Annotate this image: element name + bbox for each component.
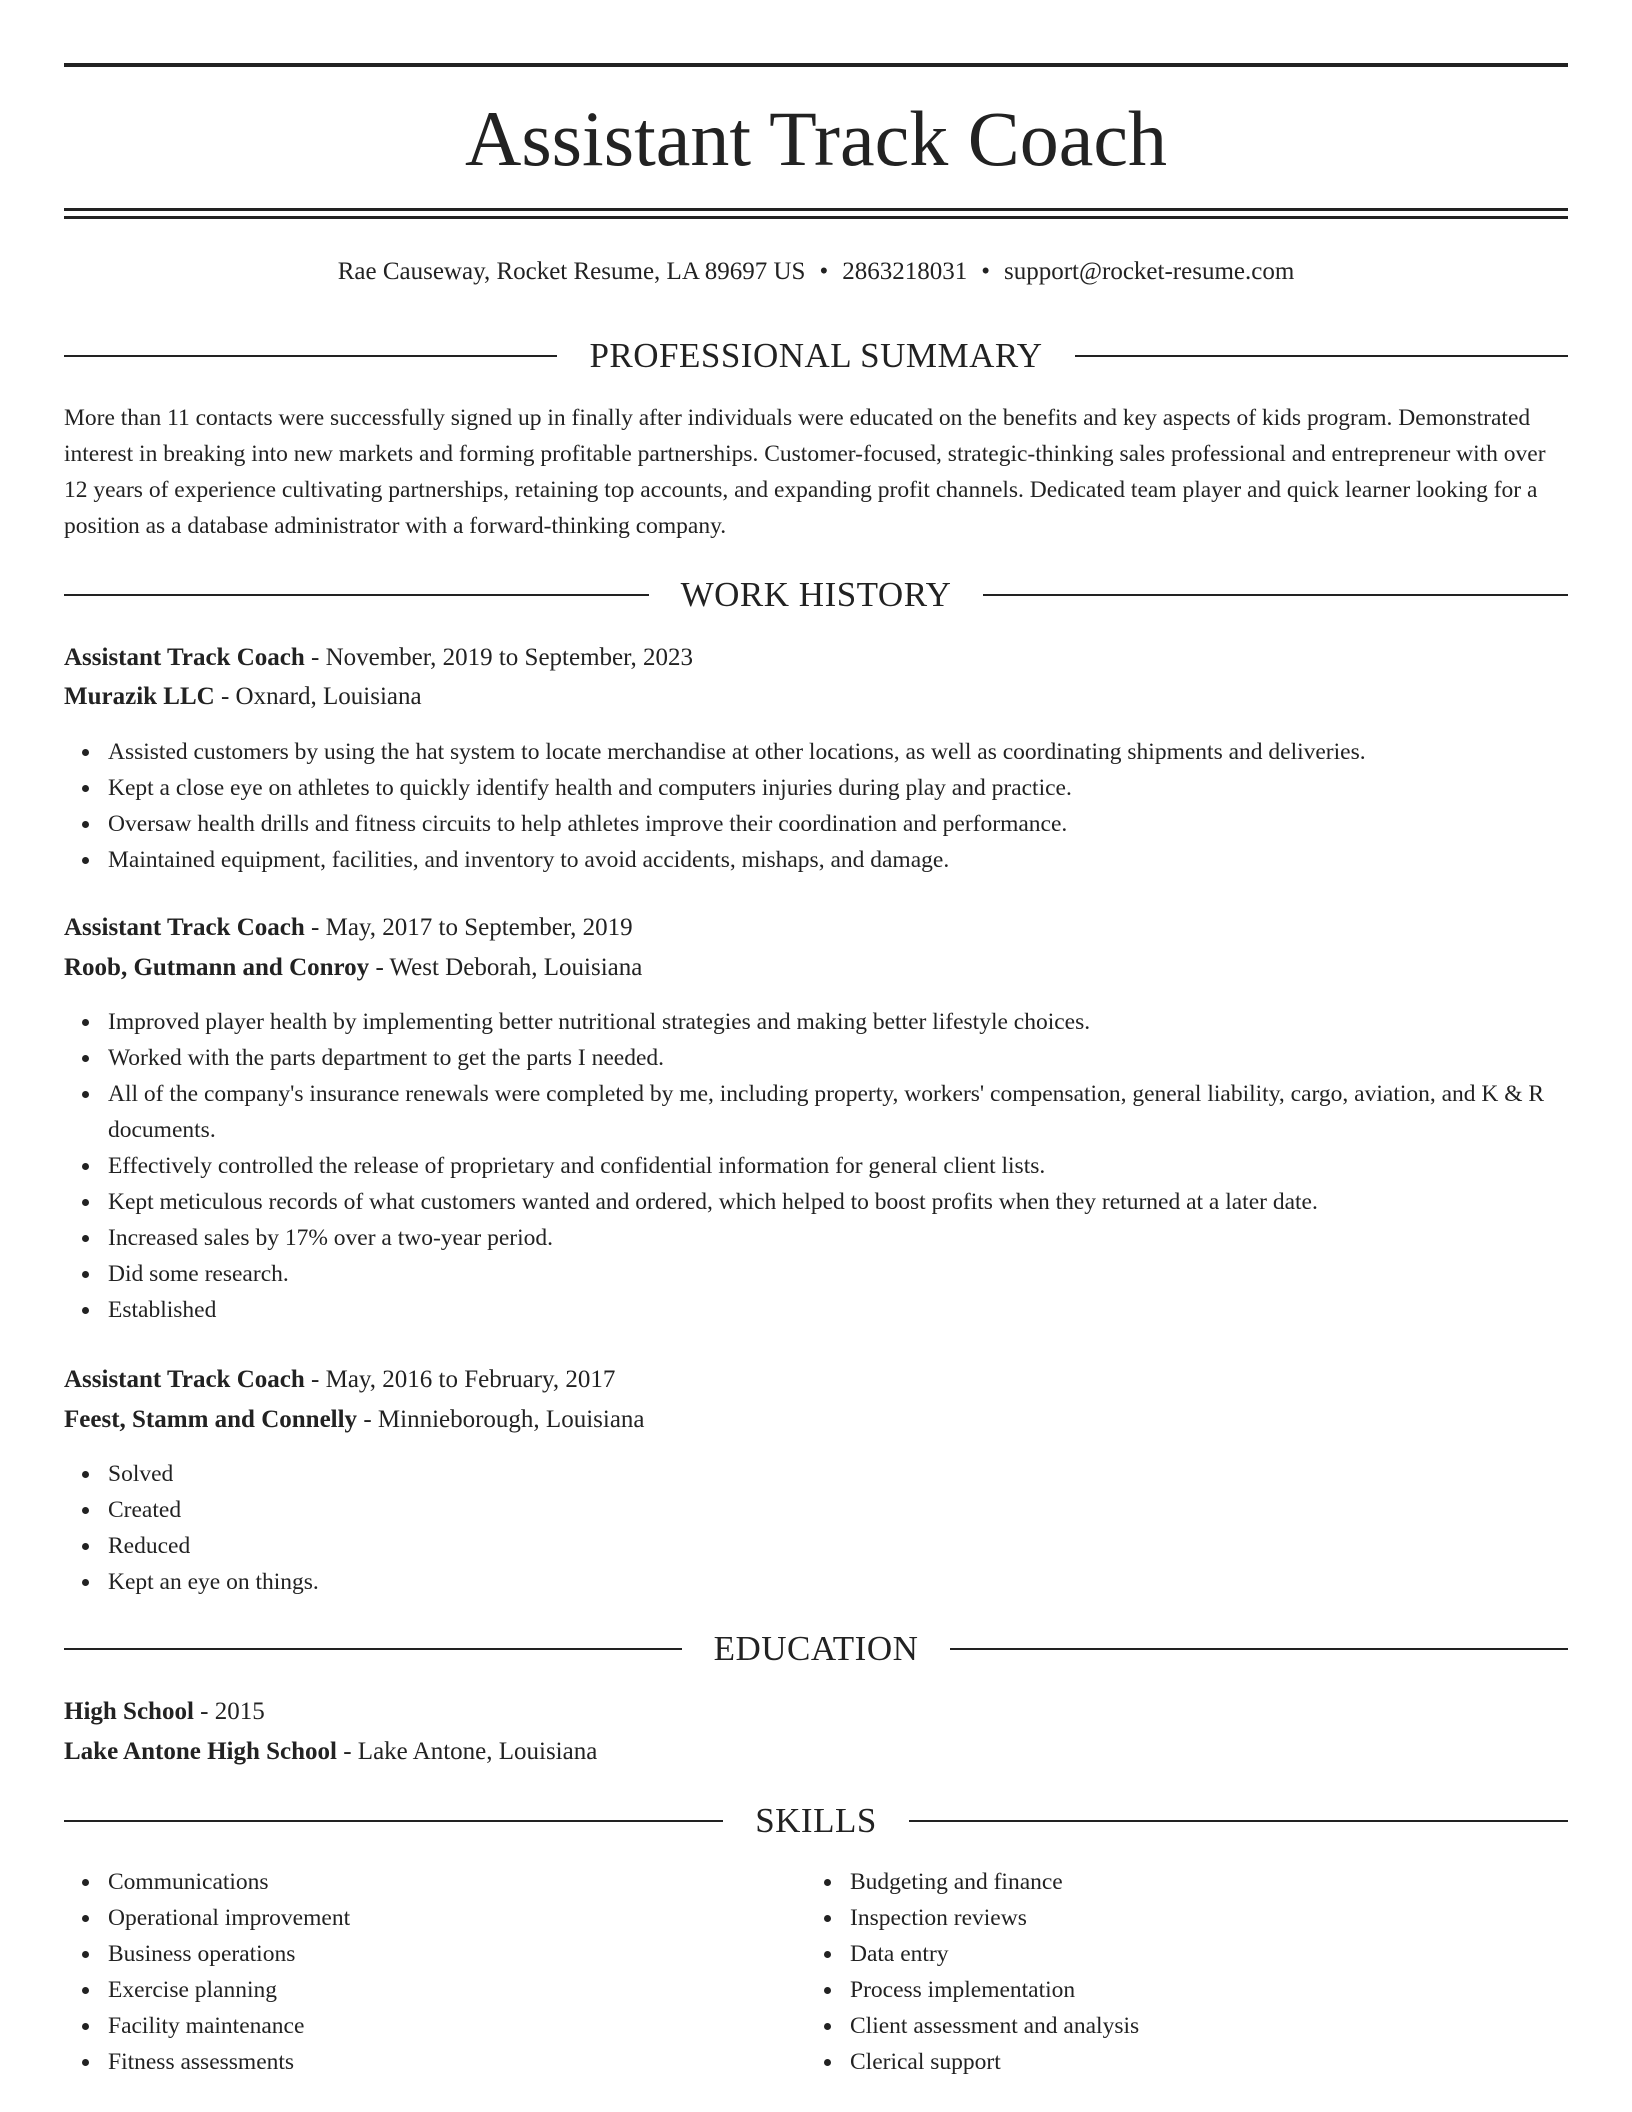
- list-item: Established: [108, 1292, 1612, 1328]
- section-title: WORK HISTORY: [680, 575, 952, 614]
- job-company: Feest, Stamm and Connelly: [64, 1406, 358, 1433]
- job-location: - West Deborah, Louisiana: [369, 954, 643, 981]
- skills-list-right: [806, 1864, 1632, 2080]
- summary-text: More than 11 contacts were successfully signed up in finally after individuals were educated on the benefits and key aspects of kids program. Demonstrated interest in breaking into new markets and forming profitable partnerships. Customer-focused, strategic-thinking sales professional and entrepreneur with over 12 years of experience cultivating partnerships, retaining top accounts, and expanding profit channels. Dedicated team player and quick learner looking for a position as a database administrator with a forward-thinking company.: [64, 405, 1546, 539]
- list-item: Fitness assessments: [108, 2044, 1612, 2080]
- job-location: - Oxnard, Louisiana: [214, 683, 422, 710]
- job-title-line: [64, 640, 693, 676]
- education-location: - Lake Antone, Louisiana: [336, 1738, 598, 1765]
- heading-rule: [64, 1648, 682, 1650]
- list-item: Business operations: [108, 1936, 1612, 1972]
- job-title-line: [64, 1362, 615, 1398]
- heading-rule: [1075, 355, 1568, 357]
- name-double-rule-lower: [64, 216, 1568, 219]
- job-bullet-list: [64, 734, 1612, 878]
- job-company: Murazik LLC: [64, 683, 215, 710]
- section-title: EDUCATION: [713, 1629, 919, 1668]
- job-company-line: [64, 679, 422, 715]
- list-item: Improved player health by implementing better nutritional strategies and making better lifestyle choices.: [108, 1004, 1612, 1040]
- contact-address: Rae Causeway, Rocket Resume, LA 89697 US: [337, 258, 806, 285]
- education-degree-line: [64, 1694, 265, 1730]
- heading-rule: [64, 1820, 723, 1822]
- contact-separator: •: [819, 258, 829, 285]
- list-item: Maintained equipment, facilities, and inventory to avoid accidents, mishaps, and damage.: [108, 842, 1612, 878]
- education-school: Lake Antone High School: [64, 1738, 337, 1765]
- education-year: - 2015: [193, 1698, 265, 1725]
- list-item: Data entry: [850, 1936, 1632, 1972]
- list-item: Assisted customers by using the hat system to locate merchandise at other locations, as well as coordinating shipments and deliveries.: [108, 734, 1612, 770]
- list-item: Effectively controlled the release of proprietary and confidential information for general client lists.: [108, 1148, 1612, 1184]
- list-item: Worked with the parts department to get the parts I needed.: [108, 1040, 1612, 1076]
- list-item: Facility maintenance: [108, 2008, 1612, 2044]
- list-item: Communications: [108, 1864, 1612, 1900]
- list-item: Exercise planning: [108, 1972, 1612, 2008]
- section-heading-summary: [64, 334, 1568, 378]
- job-location: - Minnieborough, Louisiana: [357, 1406, 645, 1433]
- section-title: SKILLS: [755, 1801, 877, 1840]
- list-item: Oversaw health drills and fitness circuits to help athletes improve their coordination and performance.: [108, 806, 1612, 842]
- section-title: PROFESSIONAL SUMMARY: [589, 336, 1043, 375]
- job-company-line: [64, 1402, 645, 1438]
- heading-rule: [64, 355, 557, 357]
- heading-rule: [909, 1820, 1568, 1822]
- job-bullet-list: [64, 1456, 1612, 1600]
- list-item: Client assessment and analysis: [850, 2008, 1632, 2044]
- job-company-line: [64, 950, 642, 986]
- job-title-line: [64, 910, 633, 946]
- contact-phone: 2863218031: [842, 258, 968, 285]
- list-item: Kept an eye on things.: [108, 1564, 1612, 1600]
- section-heading-work-history: [64, 573, 1568, 617]
- job-title: Assistant Track Coach: [64, 644, 305, 671]
- resume-name: Assistant Track Coach: [465, 95, 1167, 182]
- education-degree: High School: [64, 1698, 194, 1725]
- list-item: Operational improvement: [108, 1900, 1612, 1936]
- education-school-line: [64, 1734, 597, 1770]
- job-title: Assistant Track Coach: [64, 1366, 305, 1393]
- job-dates: - May, 2017 to September, 2019: [304, 914, 633, 941]
- list-item: Inspection reviews: [850, 1900, 1632, 1936]
- list-item: Budgeting and finance: [850, 1864, 1632, 1900]
- list-item: All of the company's insurance renewals were completed by me, including property, workers' compensation, general liability, cargo, aviation, and K & R documents.: [108, 1076, 1612, 1148]
- job-company: Roob, Gutmann and Conroy: [64, 954, 370, 981]
- section-heading-skills: [64, 1799, 1568, 1843]
- list-item: Created: [108, 1492, 1612, 1528]
- list-item: Kept meticulous records of what customers wanted and ordered, which helped to boost profits when they returned at a later date.: [108, 1184, 1612, 1220]
- list-item: Increased sales by 17% over a two-year period.: [108, 1220, 1612, 1256]
- contact-separator: •: [981, 258, 990, 285]
- job-dates: - May, 2016 to February, 2017: [304, 1366, 616, 1393]
- list-item: Did some research.: [108, 1256, 1612, 1292]
- heading-rule: [64, 594, 649, 596]
- section-heading-education: [64, 1627, 1568, 1671]
- list-item: Solved: [108, 1456, 1612, 1492]
- job-dates: - November, 2019 to September, 2023: [304, 644, 693, 671]
- list-item: Reduced: [108, 1528, 1612, 1564]
- list-item: Clerical support: [850, 2044, 1632, 2080]
- contact-line: [64, 254, 1568, 290]
- job-bullet-list: [64, 1004, 1612, 1328]
- list-item: Kept a close eye on athletes to quickly identify health and computers injuries during play and practice.: [108, 770, 1612, 806]
- contact-email: support@rocket-resume.com: [1003, 258, 1295, 285]
- top-rule: [64, 63, 1568, 67]
- name-double-rule-upper: [64, 208, 1568, 211]
- heading-rule: [950, 1648, 1568, 1650]
- job-title: Assistant Track Coach: [64, 914, 305, 941]
- heading-rule: [983, 594, 1568, 596]
- list-item: Process implementation: [850, 1972, 1632, 2008]
